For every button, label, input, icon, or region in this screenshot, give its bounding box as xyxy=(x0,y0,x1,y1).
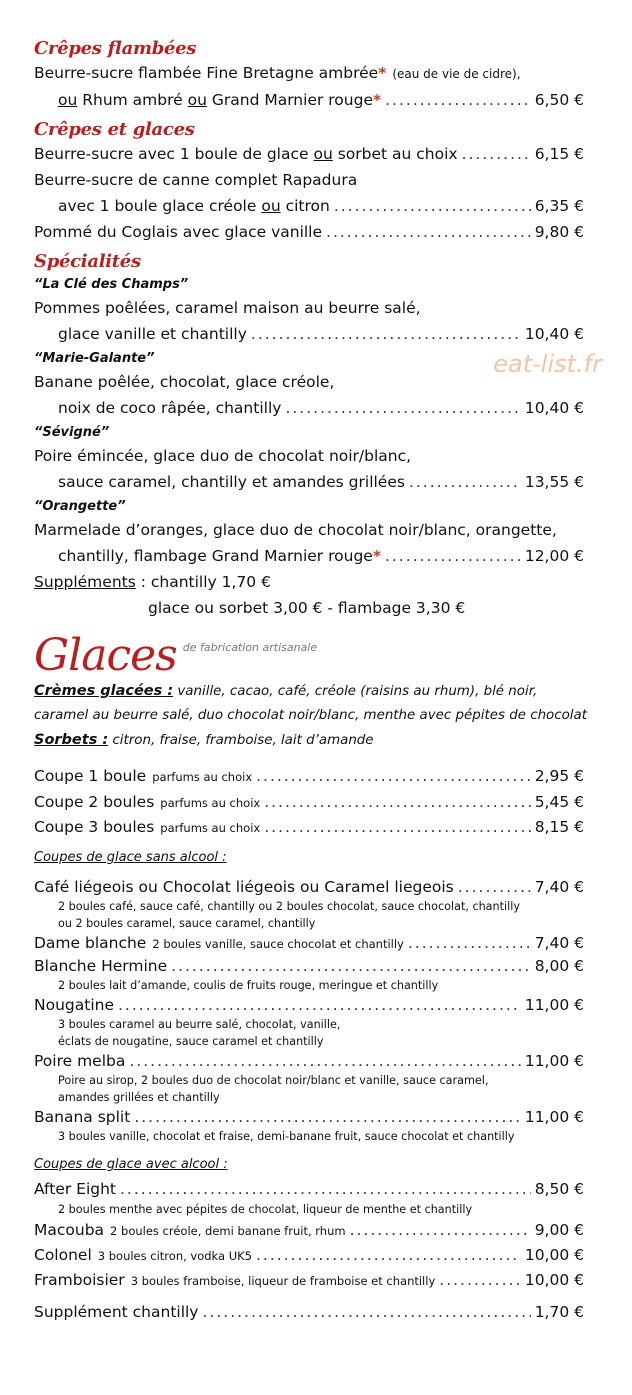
item-description: ou 2 boules caramel, sauce caramel, chantilly xyxy=(58,917,316,930)
item-text: sauce caramel, chantilly et amandes grillées xyxy=(58,473,405,491)
specialty-name: “Sévigné” xyxy=(34,425,110,440)
leader-dots xyxy=(256,1243,521,1267)
watermark: eat-list.fr xyxy=(493,350,602,378)
item-text: sorbet au choix xyxy=(332,145,458,163)
item-note: (eau de vie de cidre), xyxy=(392,67,521,81)
item-price: 11,00 € xyxy=(524,996,584,1014)
flavors-line xyxy=(34,679,584,704)
leader-dots xyxy=(251,321,521,347)
coupe-line xyxy=(34,994,584,1016)
item-description: 3 boules vanille, chocolat et fraise, demi-banane fruit, sauce chocolat et chantilly xyxy=(58,1130,515,1143)
cremes-label: Crèmes glacées : xyxy=(34,683,174,699)
item-price: 8,15 € xyxy=(534,818,584,836)
supplements-line xyxy=(34,569,584,595)
item-price: 1,70 € xyxy=(534,1303,584,1321)
leader-dots xyxy=(385,543,521,569)
menu-line xyxy=(34,469,584,495)
supplements-text: glace ou sorbet 3,00 € - flambage 3,30 € xyxy=(148,599,466,617)
item-price: 9,00 € xyxy=(534,1221,584,1239)
glaces-header xyxy=(34,625,584,679)
item-text: noix de coco râpée, chantilly xyxy=(58,399,282,417)
leader-dots xyxy=(350,1218,531,1242)
item-price: 12,00 € xyxy=(524,547,584,565)
coupe-line xyxy=(34,932,584,955)
item-text: glace vanille et chantilly xyxy=(58,325,247,343)
item-text: Beurre-sucre avec 1 boule de glace xyxy=(34,145,314,163)
menu-line xyxy=(34,543,584,569)
coupe-line xyxy=(34,815,584,840)
item-price: 11,00 € xyxy=(524,1052,584,1070)
menu-line xyxy=(34,443,584,469)
leader-dots xyxy=(334,193,531,219)
specialty-name: “La Clé des Champs” xyxy=(34,277,189,292)
leader-dots xyxy=(171,955,531,977)
item-price: 13,55 € xyxy=(524,473,584,491)
item-text: Banane poêlée, chocolat, glace créole, xyxy=(34,373,335,391)
item-text: ou xyxy=(313,145,333,163)
item-text: Marmelade d’oranges, glace duo de chocolat noir/blanc, orangette, xyxy=(34,521,557,539)
item-description: 3 boules caramel au beurre salé, chocolat, vanille, xyxy=(58,1018,341,1031)
item-note: 2 boules créole, demi banane fruit, rhum xyxy=(110,1224,346,1238)
coupe-line xyxy=(34,1106,584,1128)
item-price: 7,40 € xyxy=(534,934,584,952)
item-text: ou xyxy=(261,197,281,215)
menu-line xyxy=(34,219,584,245)
item-note: 3 boules framboise, liqueur de framboise et chantilly xyxy=(130,1274,436,1288)
sorbets-label: Sorbets : xyxy=(34,732,109,748)
flavors-line xyxy=(34,704,587,728)
item-text: Blanche Hermine xyxy=(34,957,168,975)
item-text: Colonel xyxy=(34,1246,92,1264)
item-price: 9,80 € xyxy=(534,223,584,241)
cremes-text: caramel au beurre salé, duo chocolat noir/blanc, menthe avec pépites de chocolat xyxy=(34,708,587,723)
item-price: 2,95 € xyxy=(534,767,584,785)
specialty-name: “Marie-Galante” xyxy=(34,351,155,366)
leader-dots xyxy=(202,1299,530,1325)
menu-line xyxy=(34,87,584,113)
section-specialites-title: Spécialités xyxy=(34,251,141,272)
item-price: 7,40 € xyxy=(534,878,584,896)
coupe-line xyxy=(34,1177,584,1201)
coupe-line xyxy=(34,955,584,977)
leader-dots xyxy=(408,932,531,954)
menu-line xyxy=(34,395,584,421)
item-price: 8,50 € xyxy=(534,1180,584,1198)
menu-line xyxy=(34,295,584,321)
item-text: ou xyxy=(187,91,207,109)
leader-dots xyxy=(118,994,521,1016)
item-text: Rhum ambré xyxy=(77,91,188,109)
leader-dots xyxy=(439,1268,521,1292)
coupe-line xyxy=(34,1243,584,1268)
leader-dots xyxy=(264,790,530,814)
leader-dots xyxy=(462,141,531,167)
coupe-line xyxy=(34,763,584,790)
section-crepes-flambees-title: Crêpes flambées xyxy=(34,38,197,59)
sorbets-text: citron, fraise, framboise, lait d’amande xyxy=(108,733,374,748)
coupe-line xyxy=(34,1268,584,1293)
item-text: Banana split xyxy=(34,1108,131,1126)
menu-line xyxy=(34,517,584,543)
supplements-label: Suppléments xyxy=(34,573,136,591)
specialty-name: “Orangette” xyxy=(34,499,126,514)
coupe-line xyxy=(34,1218,584,1243)
leader-dots xyxy=(409,469,521,495)
leader-dots xyxy=(285,395,520,421)
item-price: 8,00 € xyxy=(534,957,584,975)
item-note: parfums au choix xyxy=(160,821,261,835)
item-description: 2 boules café, sauce café, chantilly ou 2 boules chocolat, sauce chocolat, chantilly xyxy=(58,900,520,913)
coupe-line xyxy=(34,1050,584,1072)
coupe-line xyxy=(34,790,584,815)
item-price: 6,35 € xyxy=(534,197,584,215)
supplements-line xyxy=(34,595,584,621)
asterisk: * xyxy=(378,64,387,82)
item-description: Poire au sirop, 2 boules duo de chocolat noir/blanc et vanille, sauce caramel, xyxy=(58,1074,489,1087)
item-text: Beurre-sucre de canne complet Rapadura xyxy=(34,171,358,189)
item-description: amandes grillées et chantilly xyxy=(58,1091,220,1104)
coupe-line xyxy=(34,876,584,898)
item-text: Supplément chantilly xyxy=(34,1303,199,1321)
item-price: 10,40 € xyxy=(524,399,584,417)
item-text: avec 1 boule glace créole xyxy=(58,197,262,215)
asterisk: * xyxy=(373,91,382,109)
sans-alcool-heading: Coupes de glace sans alcool : xyxy=(34,850,227,865)
item-text: Poire melba xyxy=(34,1052,126,1070)
section-crepes-glaces-title: Crêpes et glaces xyxy=(34,119,195,140)
item-text: Pommes poêlées, caramel maison au beurre salé, xyxy=(34,299,421,317)
item-text: Coupe 2 boules xyxy=(34,793,155,811)
item-note: 3 boules citron, vodka UK5 xyxy=(97,1249,252,1263)
avec-alcool-heading: Coupes de glace avec alcool : xyxy=(34,1157,228,1172)
leader-dots xyxy=(385,87,531,113)
menu-line xyxy=(34,60,584,87)
leader-dots xyxy=(256,763,531,789)
cremes-text: vanille, cacao, café, créole (raisins au rhum), blé noir, xyxy=(173,684,538,699)
item-description: 2 boules menthe avec pépites de chocolat, liqueur de menthe et chantilly xyxy=(58,1203,473,1216)
item-text: chantilly, flambage Grand Marnier rouge xyxy=(58,547,373,565)
item-text: Coupe 1 boule xyxy=(34,767,147,785)
leader-dots xyxy=(129,1050,520,1072)
menu-line xyxy=(34,193,584,219)
item-price: 5,45 € xyxy=(534,793,584,811)
item-price: 6,15 € xyxy=(534,145,584,163)
item-text: Dame blanche xyxy=(34,934,147,952)
item-text: Poire émincée, glace duo de chocolat noir/blanc, xyxy=(34,447,412,465)
item-text: After Eight xyxy=(34,1180,116,1198)
menu-line xyxy=(34,167,584,193)
menu-line xyxy=(34,141,584,167)
item-text: Framboisier xyxy=(34,1271,125,1289)
item-text: Pommé du Coglais avec glace vanille xyxy=(34,223,323,241)
leader-dots xyxy=(134,1106,521,1128)
flavors-line xyxy=(34,728,584,753)
item-text: Beurre-sucre flambée Fine Bretagne ambrée xyxy=(34,64,379,82)
item-description: 2 boules lait d’amande, coulis de fruits rouge, meringue et chantilly xyxy=(58,979,439,992)
item-text: Café liégeois ou Chocolat liégeois ou Caramel liegeois xyxy=(34,878,454,896)
item-text: citron xyxy=(280,197,330,215)
supplements-text: : chantilly 1,70 € xyxy=(135,573,271,591)
item-text: Grand Marnier rouge xyxy=(206,91,373,109)
item-description: éclats de nougatine, sauce caramel et chantilly xyxy=(58,1035,324,1048)
item-price: 10,00 € xyxy=(524,1246,584,1264)
item-price: 10,00 € xyxy=(524,1271,584,1289)
item-text: ou xyxy=(58,91,78,109)
item-text: Nougatine xyxy=(34,996,114,1014)
item-price: 10,40 € xyxy=(524,325,584,343)
leader-dots xyxy=(458,876,531,898)
glaces-title: Glaces xyxy=(34,630,177,681)
leader-dots xyxy=(120,1177,531,1201)
leader-dots xyxy=(326,219,531,245)
item-note: parfums au choix xyxy=(160,796,261,810)
supplement-chantilly-line xyxy=(34,1299,584,1325)
item-price: 11,00 € xyxy=(524,1108,584,1126)
item-note: parfums au choix xyxy=(152,770,253,784)
item-text: Coupe 3 boules xyxy=(34,818,155,836)
item-text: Macouba xyxy=(34,1221,105,1239)
menu-line xyxy=(34,321,584,347)
item-note: 2 boules vanille, sauce chocolat et chantilly xyxy=(152,937,404,951)
item-price: 6,50 € xyxy=(534,91,584,109)
asterisk: * xyxy=(372,547,381,565)
glaces-subtitle: de fabrication artisanale xyxy=(182,641,318,654)
leader-dots xyxy=(264,815,530,839)
